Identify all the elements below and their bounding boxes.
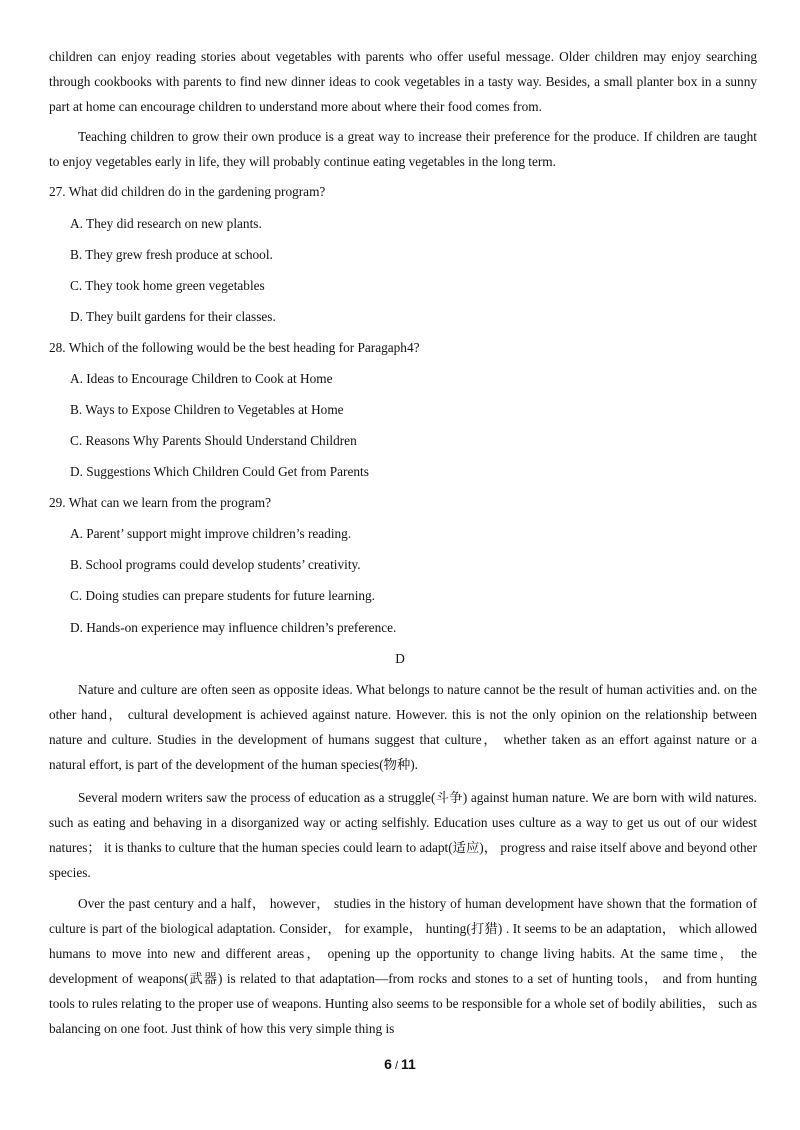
passage-d-paragraph: Nature and culture are often seen as opposite ideas. What belongs to nature cannot be the result of human activities and. on the other hand， cultural development is achieved against nature. However. this is not the only opinion on the relationship between nature and culture. Studies in the development of humans suggest that culture， whether taken as an effort against nature or a natural effort, is part of the development of the human species(物种). (49, 682, 757, 772)
option-d: D. Suggestions Which Children Could Get from Parents (70, 464, 369, 479)
passage-c-paragraph: Teaching children to grow their own produce is a great way to increase their preference for the produce. If children are taught to enjoy vegetables early in life, they will probably continue eating vegetables in the long term. (49, 129, 757, 169)
option-a: A. They did research on new plants. (70, 216, 262, 231)
total-page-count: 11 (401, 1056, 416, 1072)
option-a: A. Parent’ support might improve children’s reading. (70, 526, 352, 541)
option-d: D. Hands-on experience may influence children’s preference. (70, 620, 397, 635)
passage-d-paragraph: Over the past century and a half， however， studies in the history of human development have shown that the formation of culture is part of the biological adaptation. Consider， for example， hunting(打猎) . It seems to be an adaptation， which allowed humans to move into new and different areas， opening up the opportunity to change living habits. At the same time， the development of weapons(武器) is related to that adaptation—from rocks and stones to a set of hunting tools， and from hunting tools to rules relating to the proper use of weapons. Hunting also seems to be responsible for a whole set of bodily abilities， such as balancing on one foot. Just think of how this very simple thing is (49, 896, 757, 1036)
question-stem: 28. Which of the following would be the best heading for Paragaph4? (49, 340, 420, 355)
option-d: D. They built gardens for their classes. (70, 309, 276, 324)
current-page-number: 6 (384, 1056, 392, 1072)
option-c: C. Reasons Why Parents Should Understand Children (70, 433, 357, 448)
option-c: C. They took home green vegetables (70, 278, 265, 293)
question-stem: 29. What can we learn from the program? (49, 495, 272, 510)
section-heading: D (395, 651, 405, 666)
option-c: C. Doing studies can prepare students for future learning. (70, 588, 376, 603)
option-b: B. School programs could develop students’ creativity. (70, 557, 361, 572)
option-b: B. Ways to Expose Children to Vegetables at Home (70, 402, 344, 417)
question-stem: 27. What did children do in the gardening program? (49, 184, 326, 199)
page-separator: / (394, 1060, 399, 1072)
page-number (0, 1056, 800, 1072)
passage-c-paragraph: children can enjoy reading stories about vegetables with parents who offer useful message. Older children may enjoy searching through cookbooks with parents to find new dinner ideas to cook vegetables in a tasty way. Besides, a small planter box in a sunny part at home can encourage children to understand more about where their food comes from. (49, 49, 757, 114)
option-a: A. Ideas to Encourage Children to Cook at Home (70, 371, 333, 386)
passage-d-paragraph: Several modern writers saw the process of education as a struggle(斗争) against human nature. We are born with wild natures. such as eating and behaving in a disorganized way or acting selfishly. Education uses culture as a way to get us out of our widest natures； it is thanks to culture that the human species could learn to adapt(适应)， progress and raise itself above and beyond other species. (49, 790, 757, 880)
option-b: B. They grew fresh produce at school. (70, 247, 273, 262)
